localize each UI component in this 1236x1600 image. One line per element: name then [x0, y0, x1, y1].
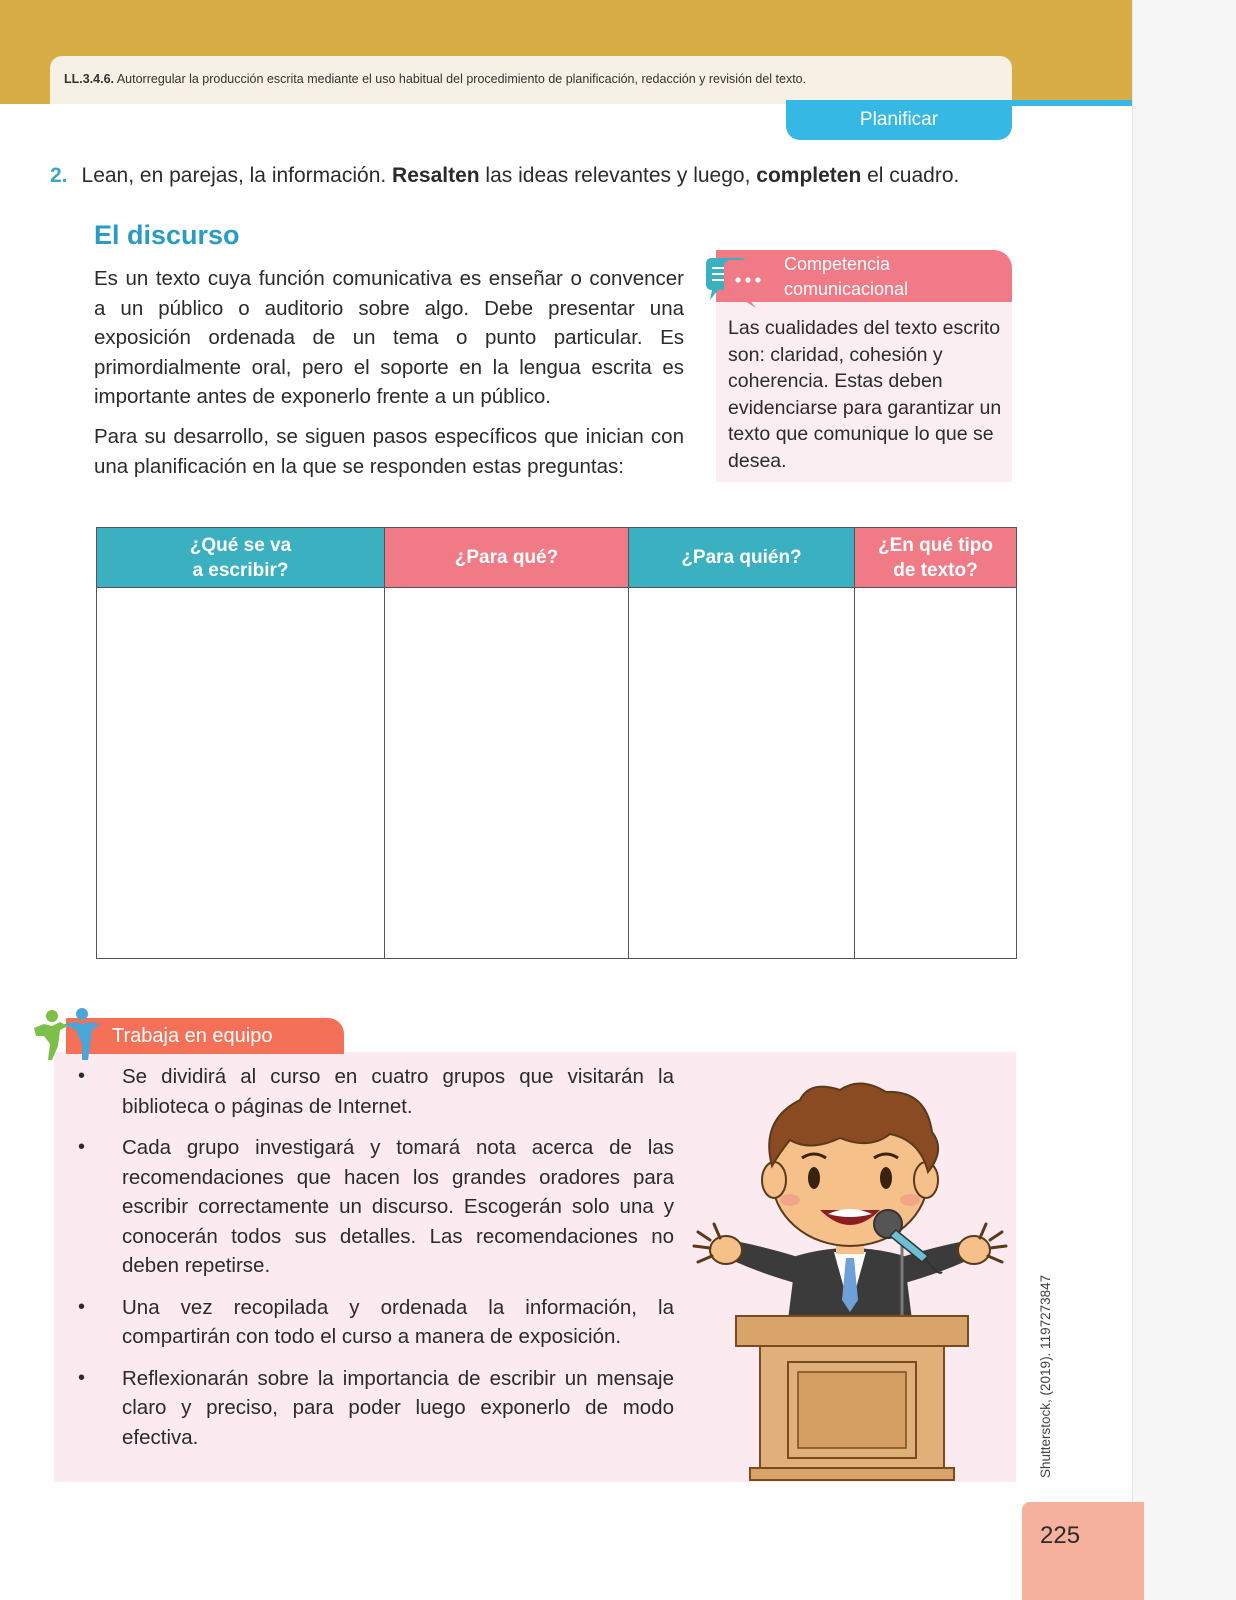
team-instructions-list	[78, 1062, 674, 1464]
header-line: ¿Qué se va	[189, 534, 292, 556]
competencia-title-line2: comunicacional	[784, 279, 909, 299]
answer-cell-para-que[interactable]	[385, 588, 629, 959]
skill-standard-bar	[50, 56, 1012, 104]
instruction-verb-completen: completen	[756, 164, 862, 187]
page-edge-strip	[1132, 0, 1236, 1600]
team-people-icon	[30, 1006, 110, 1062]
page-number: 225	[1022, 1502, 1144, 1600]
section-tab-planificar: Planificar	[786, 100, 1012, 140]
header-que-escribir	[97, 528, 385, 588]
body-paragraph-1: Es un texto cuya función comunicativa es enseñar o convencer a un público o auditorio sobre algo. Debe presentar una exposición ordenada de un tema o punto particular. Es primordialmente oral, pero el soporte en la lengua escrita es importante antes de exponerlo frente a un público.	[94, 267, 684, 408]
header-line: ¿Para quién?	[681, 547, 802, 568]
header-para-que	[385, 528, 629, 588]
instruction-text-1: , en parejas, la información.	[128, 164, 393, 187]
instruction-verb-lean: Lean	[81, 164, 129, 187]
competencia-title-line1: Competencia	[784, 254, 891, 274]
table-header-row	[97, 528, 1017, 588]
speech-bubble-icon	[702, 254, 782, 310]
header-line: a escribir?	[192, 559, 289, 581]
body-paragraph-2: Para su desarrollo, se siguen pasos específicos que inician con una planificación en la que se responden estas preguntas:	[94, 425, 684, 478]
speaker-illustration	[690, 1080, 1010, 1482]
header-para-quien	[629, 528, 855, 588]
list-item: • Reflexionarán sobre la importancia de escribir un mensaje claro y preciso, para poder luego exponerlo de modo efectiva.	[78, 1364, 674, 1453]
instruction-text-2: las ideas relevantes y luego,	[479, 164, 757, 187]
section-title: El discurso	[94, 220, 240, 250]
standard-text: Autorregular la producción escrita mediante el uso habitual del procedimiento de planificación, redacción y revisión del texto.	[116, 72, 807, 86]
activity-instruction	[50, 164, 1010, 188]
answer-cell-que[interactable]	[97, 588, 385, 959]
team-tab: Trabaja en equipo	[66, 1018, 344, 1054]
table-row	[97, 588, 1017, 959]
list-item: • Cada grupo investigará y tomará nota acerca de las recomendaciones que hacen los grandes oradores para escribir correctamente un discurso. Escogerán solo una y conocerán todos sus detalles. Las recomendaciones no deben repetirse.	[78, 1133, 674, 1281]
standard-code: LL.3.4.6.	[64, 72, 115, 86]
planning-table	[96, 527, 1017, 959]
answer-cell-para-quien[interactable]	[629, 588, 855, 959]
image-credit: Shutterstock, (2019). 1197273847	[1038, 1274, 1053, 1478]
header-line: ¿Para qué?	[454, 547, 559, 568]
competencia-text: Las cualidades del texto escrito son: claridad, cohesión y coherencia. Estas deben evidenciarse para garantizar un texto que comunique lo que se desea.	[728, 317, 1002, 472]
instruction-text-3: el cuadro.	[861, 164, 960, 187]
list-item: • Se dividirá al curso en cuatro grupos que visitarán la biblioteca o páginas de Internet.	[78, 1062, 674, 1121]
activity-number: 2.	[50, 164, 68, 187]
header-tipo-texto	[855, 528, 1017, 588]
header-line: de texto?	[893, 559, 978, 581]
answer-cell-tipo[interactable]	[855, 588, 1017, 959]
header-line: ¿En qué tipo	[877, 534, 994, 556]
instruction-verb-resalten: Resalten	[392, 164, 480, 187]
list-item: • Una vez recopilada y ordenada la información, la compartirán con todo el curso a manera de exposición.	[78, 1293, 674, 1352]
